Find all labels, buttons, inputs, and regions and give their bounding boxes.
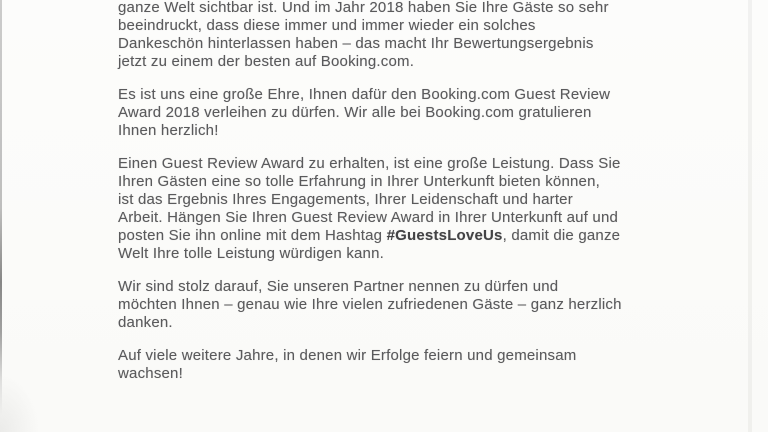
text-line: Dankeschön hinterlassen haben – das macht Ihr Bewertungsergebnis [118,35,594,52]
hashtag-guestsloveus: #GuestsLoveUs [386,227,503,244]
paragraph-closing [118,347,622,383]
scan-crease-right [748,0,752,432]
text-line: wachsen! [118,365,183,382]
text-line: Welt Ihre tolle Leistung würdigen kann. [118,245,385,262]
text-line: beeindruckt, dass diese immer und immer wieder ein solches [118,17,536,34]
hashtag-line-after: , damit die ganze [502,227,621,244]
paragraph-achievement [118,155,622,263]
text-line: Einen Guest Review Award zu erhalten, ist eine große Leistung. Dass Sie [118,155,621,172]
text-line: Wir sind stolz darauf, Sie unseren Partner nennen zu dürfen und [118,278,559,295]
hashtag-line-before: posten Sie ihn online mit dem Hashtag [118,227,387,244]
scan-edge-shadow-left [0,0,2,415]
text-line: möchten Ihnen – genau wie Ihre vielen zufriedenen Gäste – ganz herzlich [118,296,622,313]
letter-body [118,0,622,398]
text-line: ist das Ergebnis Ihres Engagements, Ihrer Leidenschaft und harter [118,191,573,208]
text-line: Ihren Gästen eine so tolle Erfahrung in Ihrer Unterkunft bieten können, [118,173,600,190]
text-line: danken. [118,314,173,331]
text-line-with-hashtag [118,227,622,245]
text-line: jetzt zu einem der besten auf Booking.com. [118,53,415,70]
paragraph-award-honor [118,86,622,140]
paragraph-award-intro [118,0,622,71]
text-line: ganze Welt sichtbar ist. Und im Jahr 2018 haben Sie Ihre Gäste so sehr [118,0,609,16]
text-line: Arbeit. Hängen Sie Ihren Guest Review Award in Ihrer Unterkunft auf und [118,209,619,226]
paragraph-thanks [118,278,622,332]
text-line: Award 2018 verleihen zu dürfen. Wir alle bei Booking.com gratulieren [118,104,592,121]
text-line: Auf viele weitere Jahre, in denen wir Erfolge feiern und gemeinsam [118,347,577,364]
text-line: Ihnen herzlich! [118,122,219,139]
scan-corner-shade [0,372,40,432]
text-line: Es ist uns eine große Ehre, Ihnen dafür den Booking.com Guest Review [118,86,611,103]
